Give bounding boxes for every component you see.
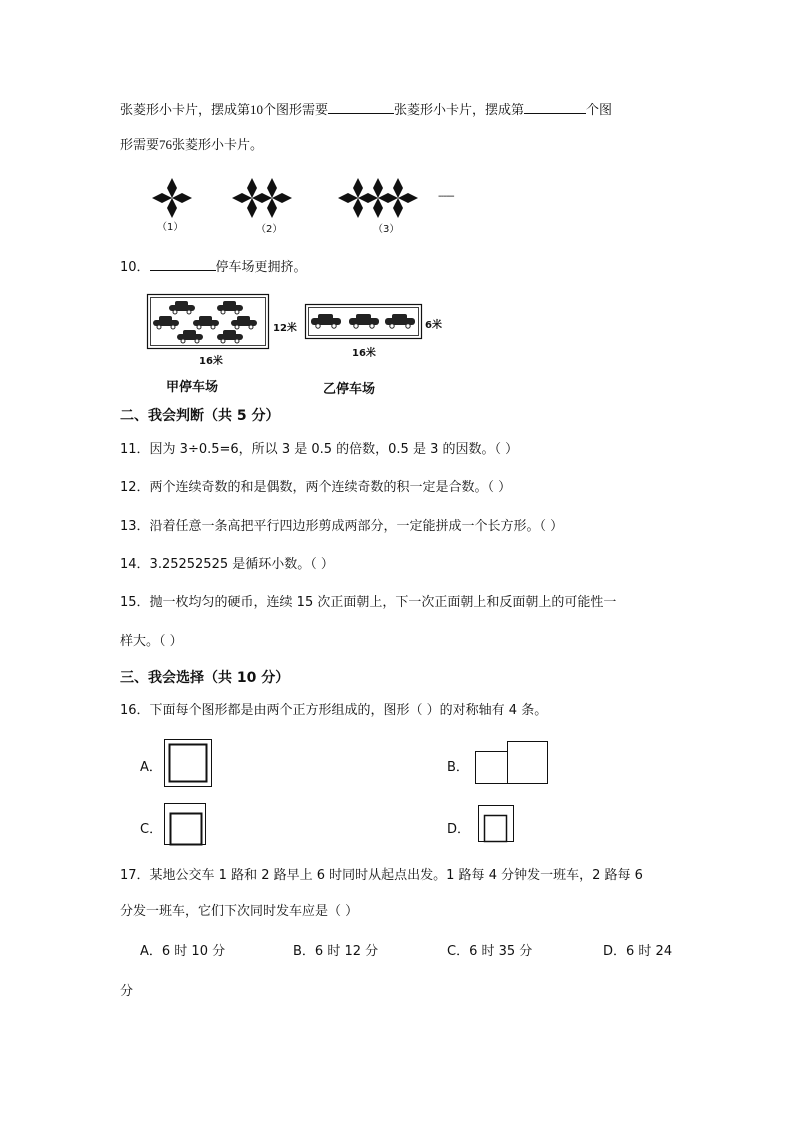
q12-number: 12． (120, 480, 150, 495)
q9-text-part3: 张菱形小卡片，摆成第 (394, 103, 525, 118)
q9-line1 (120, 99, 612, 120)
lot-a-width-label: 16米 (199, 356, 223, 367)
q16-option-b-figure (475, 741, 555, 787)
q10-line (120, 256, 307, 277)
q17-option-b[interactable]: B．6 时 12 分 (293, 944, 379, 959)
q17-line2: 分发一班车，它们下次同时发车应是（ ） (120, 904, 359, 919)
rhombus-figure-1 (152, 178, 192, 218)
q17-line1 (120, 867, 643, 885)
q13 (120, 518, 563, 536)
q17-text-line1: 某地公交车 1 路和 2 路早上 6 时同时从起点出发。1 路每 4 分钟发一班车，2 路每 6 (149, 868, 643, 883)
car-icon (177, 330, 203, 343)
q12 (120, 479, 511, 497)
q16-option-d-figure (478, 805, 528, 851)
lot-b-width-label: 16米 (352, 348, 376, 359)
q9-number-10: 10 (250, 102, 264, 117)
car-icon (153, 316, 179, 329)
q17-option-d[interactable]: D．6 时 24 (603, 944, 673, 959)
parking-lot-a-figure (147, 294, 277, 354)
q9-line2 (120, 136, 263, 155)
q15-line1 (120, 594, 616, 612)
q12-text: 两个连续奇数的和是偶数，两个连续奇数的积一定是合数。（ ） (149, 480, 512, 495)
q14-number: 14． (120, 557, 150, 572)
section-3-heading: 三、我会选择（共 10 分） (120, 670, 290, 686)
figure-label-3: （3） (373, 224, 400, 235)
car-icon (231, 316, 257, 329)
rhombus-figure-2 (232, 178, 292, 218)
q11-number: 11． (120, 442, 150, 457)
q16-number: 16． (120, 703, 150, 718)
q9-answer-blank-2[interactable] (524, 99, 586, 114)
q17-number: 17． (120, 868, 150, 883)
q9-text-part4: 个图 (586, 103, 613, 118)
rhombus-figure-3 (338, 178, 418, 218)
q16-text: 下面每个图形都是由两个正方形组成的，图形（ ）的对称轴有 4 条。 (149, 703, 548, 718)
q16-option-a-label[interactable]: A． (140, 760, 162, 775)
car-icon (349, 314, 379, 328)
q13-number: 13． (120, 519, 150, 534)
q17-option-d-wrap: 分 (120, 984, 134, 999)
pattern-continuation-dots: ------ (438, 191, 454, 202)
q14 (120, 556, 334, 574)
q17-option-c[interactable]: C．6 时 35 分 (447, 944, 533, 959)
q14-text: 3.25252525 是循环小数。（ ） (149, 557, 334, 572)
q9-answer-blank-1[interactable] (328, 99, 394, 114)
q16 (120, 702, 547, 720)
car-icon (385, 314, 415, 328)
q16-option-c-label[interactable]: C． (140, 822, 163, 837)
q11-text: 因为 3÷0.5=6，所以 3 是 0.5 的倍数，0.5 是 3 的因数。（ ） (149, 442, 519, 457)
q11 (120, 441, 518, 459)
q10-text: 停车场更拥挤。 (215, 260, 307, 275)
q15-number: 15． (120, 595, 150, 610)
q16-option-d-label[interactable]: D． (447, 822, 471, 837)
q10-number: 10． (120, 260, 150, 275)
q17-option-a[interactable]: A．6 时 10 分 (140, 944, 226, 959)
q9-number-76: 76 (159, 137, 173, 152)
q16-option-b-label[interactable]: B． (447, 760, 469, 775)
q9-line2-part1: 形需要 (120, 138, 160, 153)
car-icon (217, 301, 243, 314)
parking-lot-b-figure (305, 304, 430, 344)
q10-answer-blank[interactable] (150, 256, 216, 271)
q15-line2: 样大。（ ） (120, 634, 183, 649)
q16-option-a-figure (164, 739, 214, 789)
car-icon (217, 330, 243, 343)
car-icon (311, 314, 341, 328)
lot-a-name: 甲停车场 (166, 380, 219, 395)
car-icon (193, 316, 219, 329)
q13-text: 沿着任意一条高把平行四边形剪成两部分，一定能拼成一个长方形。（ ） (149, 519, 564, 534)
lot-a-height-label: 12米 (273, 323, 297, 334)
q16-option-c-figure (164, 803, 214, 849)
lot-b-name: 乙停车场 (323, 382, 376, 397)
q9-text-part1: 张菱形小卡片，摆成第 (120, 103, 251, 118)
q15-text-line1: 抛一枚均匀的硬币，连续 15 次正面朝上，下一次正面朝上和反面朝上的可能性一 (149, 595, 617, 610)
section-2-heading: 二、我会判断（共 5 分） (120, 408, 280, 424)
figure-label-2: （2） (256, 224, 283, 235)
lot-b-height-label: 6米 (425, 320, 442, 331)
q9-text-part2: 个图形需要 (263, 103, 329, 118)
figure-label-1: （1） (157, 222, 184, 233)
car-icon (169, 301, 195, 314)
q9-line2-part2: 张菱形小卡片。 (172, 138, 264, 153)
